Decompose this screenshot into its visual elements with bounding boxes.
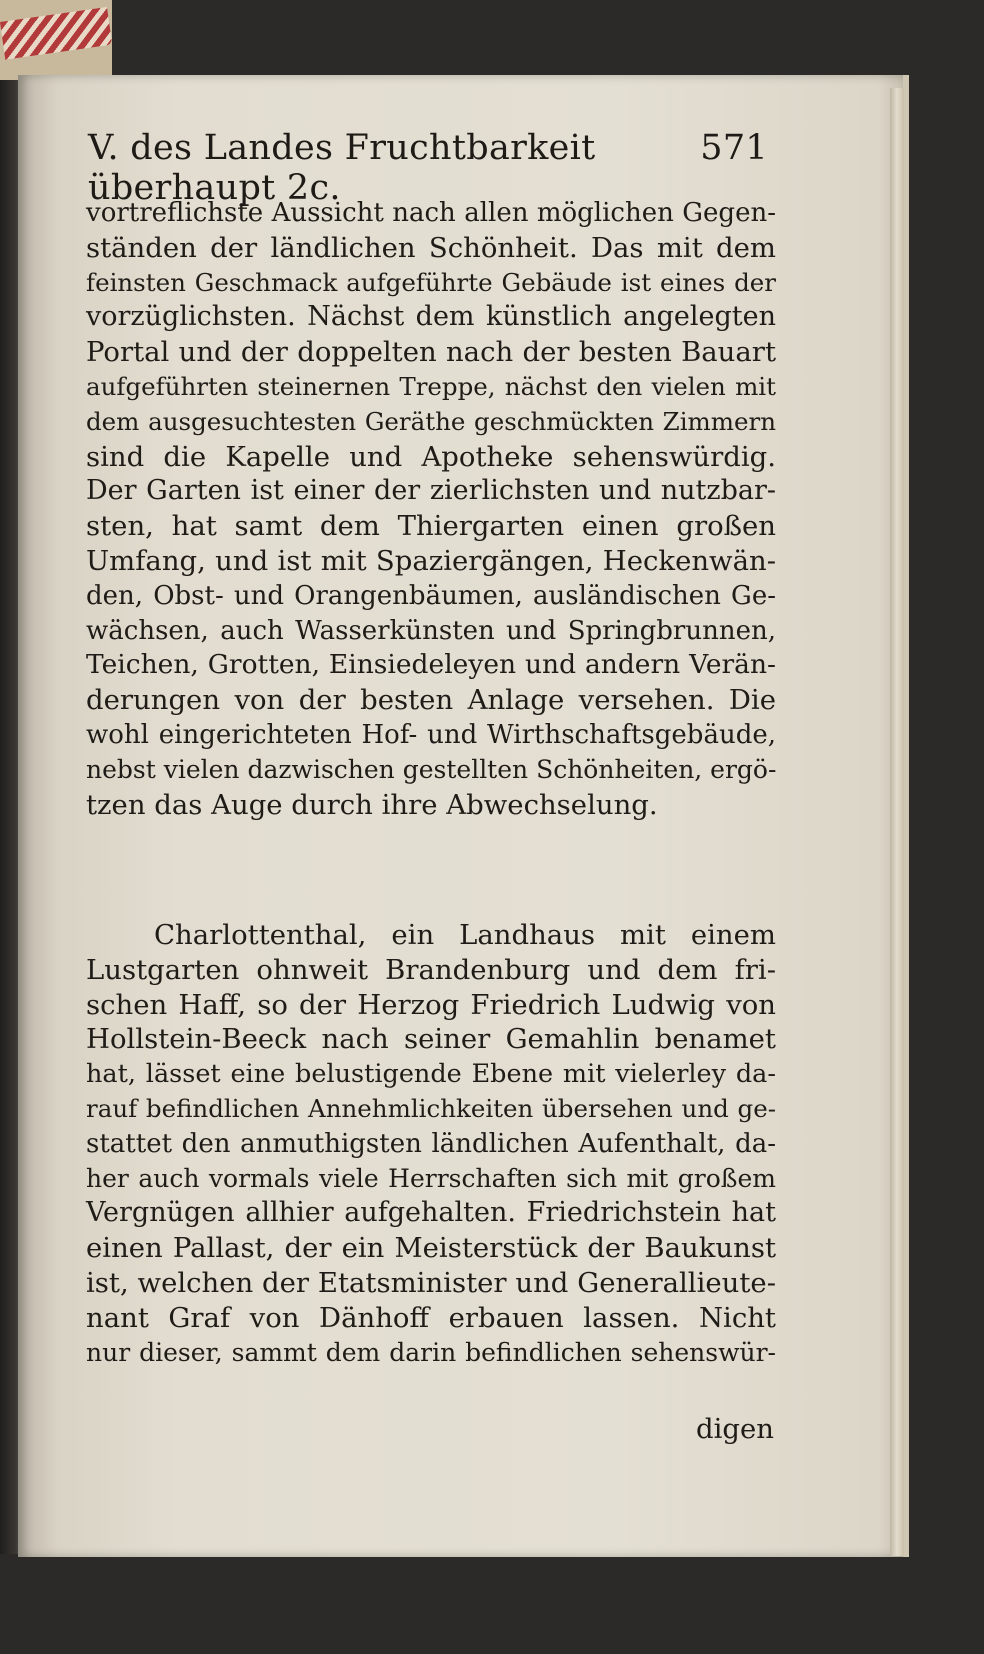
text-line: Vergnügen allhier aufgehalten. Friedrichstein hat [86,1197,776,1229]
text-line: nur dieser, sammt dem darin befindlichen sehenswür- [86,1337,776,1367]
catchword: digen [696,1413,774,1445]
text-line: vortreflichste Aussicht nach allen möglichen Gegen- [86,198,776,228]
text-line: sten, hat samt dem Thiergarten einen großen [86,510,776,543]
text-line: einen Pallast, der ein Meisterstück der Baukunst [86,1232,776,1265]
text-line: derungen von der besten Anlage versehen. Die [86,684,776,717]
text-line: Umfang, und ist mit Spaziergängen, Heckenwän- [86,544,776,577]
text-line: nant Graf von Dänhoff erbauen lassen. Nicht [86,1301,776,1334]
text-line: den, Obst- und Orangenbäumen, ausländischen Ge- [86,580,776,611]
page-number: 571 [700,128,768,168]
text-line: wohl eingerichteten Hof- und Wirthschaftsgebäude, [86,719,776,750]
text-line: rauf befindlichen Annehmlichkeiten übersehen und ge- [86,1093,776,1123]
text-line: ständen der ländlichen Schönheit. Das mit dem [86,231,776,264]
text-line: dem ausgesuchtesten Geräthe geschmückten Zimmern [86,406,776,436]
text-line: her auch vormals viele Herrschaften sich mit großem [86,1163,776,1193]
text-line: tzen das Auge durch ihre Abwechselung. [86,788,658,821]
text-line: Portal und der doppelten nach der besten Bauart [86,336,776,369]
text-line: Charlottenthal, ein Landhaus mit einem [154,919,776,951]
text-line: Lustgarten ohnweit Brandenburg und dem fri- [86,953,776,986]
running-title: V. des Landes Fruchtbarkeit überhaupt 2c. [88,128,596,208]
text-line: aufgeführten steinernen Treppe, nächst den vielen mit [86,371,776,401]
text-line: feinsten Geschmack aufgeführte Gebäude ist eines der [86,267,776,297]
text-line: stattet den anmuthigsten ländlichen Aufenthalt, da- [86,1128,776,1159]
running-header [88,128,768,208]
text-line: Der Garten ist einer der zierlichsten und nutzbar- [86,475,776,507]
page-edge [890,88,904,1556]
text-line: ist, welchen der Etatsminister und Generallieute- [86,1266,776,1299]
text-line: nebst vielen dazwischen gestellten Schönheiten, ergö- [86,754,777,784]
text-line: wächsen, auch Wasserkünsten und Springbrunnen, [86,615,776,646]
paragraph-1 [86,196,776,822]
text-line: sind die Kapelle und Apotheke sehenswürdig. [86,440,776,473]
text-line: hat, lässet eine belustigende Ebene mit vielerley da- [86,1059,776,1090]
text-line: Teichen, Grotten, Einsiedeleyen und andern Verän- [86,649,776,681]
text-line: Hollstein-Beeck nach seiner Gemahlin benamet [86,1023,776,1056]
text-line: schen Haff, so der Herzog Friedrich Ludwig von [86,988,776,1021]
text-line: vorzüglichsten. Nächst dem künstlich angelegten [86,301,776,333]
paragraph-2 [86,918,776,1370]
